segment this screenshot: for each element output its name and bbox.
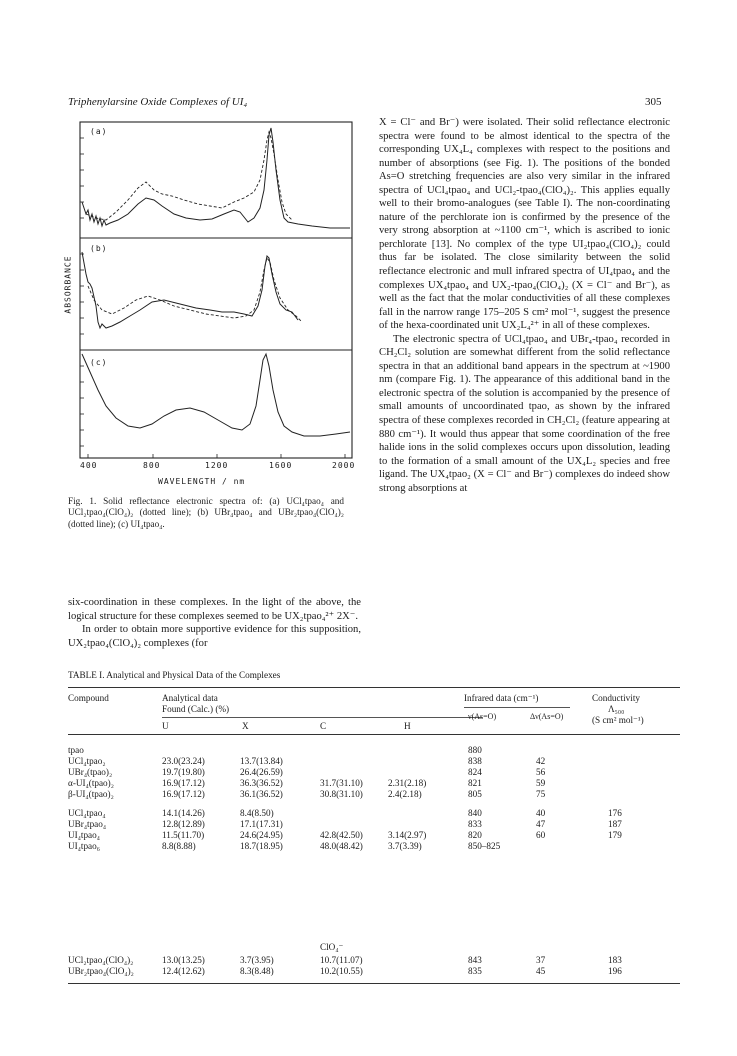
panel-label-b: (b) [90,244,108,253]
header-conductivity: Conductivity [592,693,640,703]
figure-spectra [40,110,370,510]
table-cell-cond: 179 [608,830,622,840]
table-cell-nu: 840 [468,808,482,818]
table-row-compound: UCl₄tpao₂ [68,756,106,766]
spectrum-b-dotted [88,258,302,322]
table-cell-u: 19.7(19.80) [162,767,205,777]
table-title: TABLE I. Analytical and Physical Data of the Complexes [68,670,281,680]
table-cell-u: 16.9(17.12) [162,789,205,799]
table-row-compound: UCl₄tpao₄ [68,808,106,818]
spectra-plot [40,110,370,510]
running-title: Triphenylarsine Oxide Complexes of UI₄ [68,96,248,108]
header-nu: ν(As=O) [468,712,497,721]
header-c: C [320,721,327,731]
table-cell-cond: 187 [608,819,622,829]
table-top-rule [68,687,680,688]
table-cell-h: 3.14(2.97) [388,830,427,840]
spectrum-c-solid [82,354,350,436]
spectrum-a-solid [82,128,350,228]
table-row-compound: UBr₄tpao₄ [68,819,107,829]
data-table [68,687,680,1017]
spectrum-b-solid [82,252,298,328]
plot-frame [80,122,352,458]
table-cell-nu: 821 [468,778,482,788]
table-cell-x: 8.3(8.48) [240,966,274,976]
table-cell-h: 2.4(2.18) [388,789,422,799]
table-cell-nu: 850–825 [468,841,501,851]
header-units: (S cm² mol⁻¹) [592,715,644,725]
table-cell-x: 3.7(3.95) [240,955,274,965]
table-cell-c: 31.7(31.10) [320,778,363,788]
x-tick-label: 1600 [269,461,293,470]
table-cell-x: 18.7(18.95) [240,841,283,851]
y-ticks [80,138,84,446]
table-cell-nu: 838 [468,756,482,766]
table-cell-u: 8.8(8.88) [162,841,196,851]
header-clo4: ClO₄⁻ [320,942,344,952]
table-cell-dnu: 59 [536,778,546,788]
table-cell-nu: 833 [468,819,482,829]
header-infrared: Infrared data (cm⁻¹) [464,693,539,703]
table-cell-x: 26.4(26.59) [240,767,283,777]
table-cell-cond: 176 [608,808,622,818]
table-cell-x: 8.4(8.50) [240,808,274,818]
table-cell-u: 12.4(12.62) [162,966,205,976]
header-analytical: Analytical data [162,693,218,703]
figure-caption: Fig. 1. Solid reflectance electronic spectra of: (a) UCl₄tpao₄ and UCl₂tpao₄(ClO₄)₂ (dotted line); (b) UBr₄tpao₄ and UBr₂tpao₄(ClO₄)₂ (dotted line); (c) UI₄tpao₄. [68,496,344,529]
paragraph: The electronic spectra of UCl₄tpao₄ and UBr₄-tpao₄ recorded in CH₂Cl₂ solution are somewhat different from the solid reflectance spectra in that an additional band appears in the spectrum at ~1900 nm (compare Fig. 1). The appearance of this additional band in the electronic spectra of the solution is accompanied by the presence of small amounts of uncoordinated tpao, as shown by the infrared spectra of these complexes recorded in CH₂Cl₂ (feature appearing at 880 cm⁻¹). It would thus appear that some coordination of the free halide ions in the solid complexes occurs upon dissolution, leading to the formation of a small amount of the UX₄L₂ species and free ligand. The UX₄tpao₂ (X = Cl⁻ and Br⁻) complexes do indeed show strong absorptions at [379,333,670,494]
header-compound: Compound [68,693,109,703]
x-tick-label: 1200 [205,461,229,470]
panel-label-a: (a) [90,127,108,136]
table-cell-dnu: 60 [536,830,546,840]
table-cell-x: 24.6(24.95) [240,830,283,840]
table-cell-dnu: 40 [536,808,546,818]
table-cell-x: 36.1(36.52) [240,789,283,799]
table-cell-dnu: 37 [536,955,546,965]
spectrum-a-dotted [86,132,292,220]
table-cell-cond: 183 [608,955,622,965]
table-row-compound: UBr₄(tpao)₂ [68,767,113,777]
right-column-text [379,116,670,495]
table-cell-dnu: 47 [536,819,546,829]
table-cell-c: 10.7(11.07) [320,955,363,965]
header-lambda: Λ₅₀₀ [608,704,625,714]
table-cell-nu: 805 [468,789,482,799]
table-row-compound: UCl₂tpao₄(ClO₄)₂ [68,955,134,965]
table-cell-dnu: 56 [536,767,546,777]
x-tick-label: 800 [143,461,161,470]
table-cell-nu: 835 [468,966,482,976]
table-header-rule [68,734,680,735]
x-ticks [88,454,345,458]
table-cell-nu: 880 [468,745,482,755]
header-x: X [242,721,249,731]
page-number: 305 [645,96,662,108]
table-cell-dnu: 42 [536,756,546,766]
table-cell-c: 48.0(48.42) [320,841,363,851]
table-cell-x: 17.1(17.31) [240,819,283,829]
paragraph: six-coordination in these complexes. In the light of the above, the logical structure for these complexes seemed to be UX₂tpao₄²⁺ 2X⁻. [68,597,361,622]
table-cell-x: 13.7(13.84) [240,756,283,766]
table-cell-c: 30.8(31.10) [320,789,363,799]
table-cell-u: 23.0(23.24) [162,756,205,766]
table-cell-h: 3.7(3.39) [388,841,422,851]
y-axis-label: ABSORBANCE [63,255,73,314]
paragraph: X = Cl⁻ and Br⁻) were isolated. Their solid reflectance electronic spectra were found to be almost identical to the spectra of the corresponding UX₄L₄ complexes with respect to the positions and number of absorptions (see Fig. 1). The positions of the bonded As=O stretching frequencies are also very similar in the infrared spectra of UCl₄tpao₄ and UCl₂-tpao₄(ClO₄)₂. This applies equally well to their bromo-analogues (see Table I). The non-coordinating nature of the perchlorate ion is confirmed by the presence of the very strong absorption at ~1100 cm⁻¹, which is ascribed to ionic perchlorate [13]. No complex of the type UI₂tpao₄(ClO₄)₂ could thus far be isolated. The close similarity between the solid reflectance electronic and mull infrared spectra of UI₄tpao₄ and the complexes UX₄tpao₄ and UX₂-tpao₄(ClO₄)₂ (X = Cl⁻ and Br⁻), as well as the fact that the molar conductivities of all these complexes fall in the narrow range 175–205 S cm² mol⁻¹, suggest the presence of the hexa-coordinated unit UX₂L₄²⁺ in all of these complexes. [379,117,670,332]
table-row-compound: UBr₂tpao₄(ClO₄)₂ [68,966,134,976]
table-cell-u: 13.0(13.25) [162,955,205,965]
table-cell-dnu: 75 [536,789,546,799]
table-bottom-rule [68,983,680,984]
table-cell-u: 12.8(12.89) [162,819,205,829]
table-cell-u: 16.9(17.12) [162,778,205,788]
infrared-subrule [464,707,570,708]
table-cell-c: 42.8(42.50) [320,830,363,840]
x-tick-label: 2000 [332,461,356,470]
table-cell-c: 10.2(10.55) [320,966,363,976]
panel-label-c: (c) [90,358,108,367]
table-row-compound: tpao [68,745,84,755]
table-cell-nu: 824 [468,767,482,777]
header-h: H [404,721,411,731]
x-axis-label: WAVELENGTH / nm [158,477,246,486]
table-cell-nu: 843 [468,955,482,965]
table-row-compound: β-UI₄(tpao)₂ [68,789,114,799]
table-cell-h: 2.31(2.18) [388,778,427,788]
left-column-text [68,596,361,650]
table-cell-u: 11.5(11.70) [162,830,205,840]
table-cell-cond: 196 [608,966,622,976]
table-row-compound: UI₄tpao₆ [68,841,100,851]
header-u: U [162,721,169,731]
table-cell-dnu: 45 [536,966,546,976]
header-dnu: Δν(As=O) [530,712,564,721]
table-cell-u: 14.1(14.26) [162,808,205,818]
table-cell-nu: 820 [468,830,482,840]
analytical-subrule [162,717,482,718]
table-row-compound: α-UI₄(tpao)₂ [68,778,114,788]
table-row-compound: UI₄tpao₄ [68,830,100,840]
header-found: Found (Calc.) (%) [162,704,230,714]
table-cell-x: 36.3(36.52) [240,778,283,788]
paragraph: In order to obtain more supportive evidence for this supposition, UX₂tpao₄(ClO₄)₂ complexes (for [68,624,361,649]
x-tick-label: 400 [80,461,98,470]
